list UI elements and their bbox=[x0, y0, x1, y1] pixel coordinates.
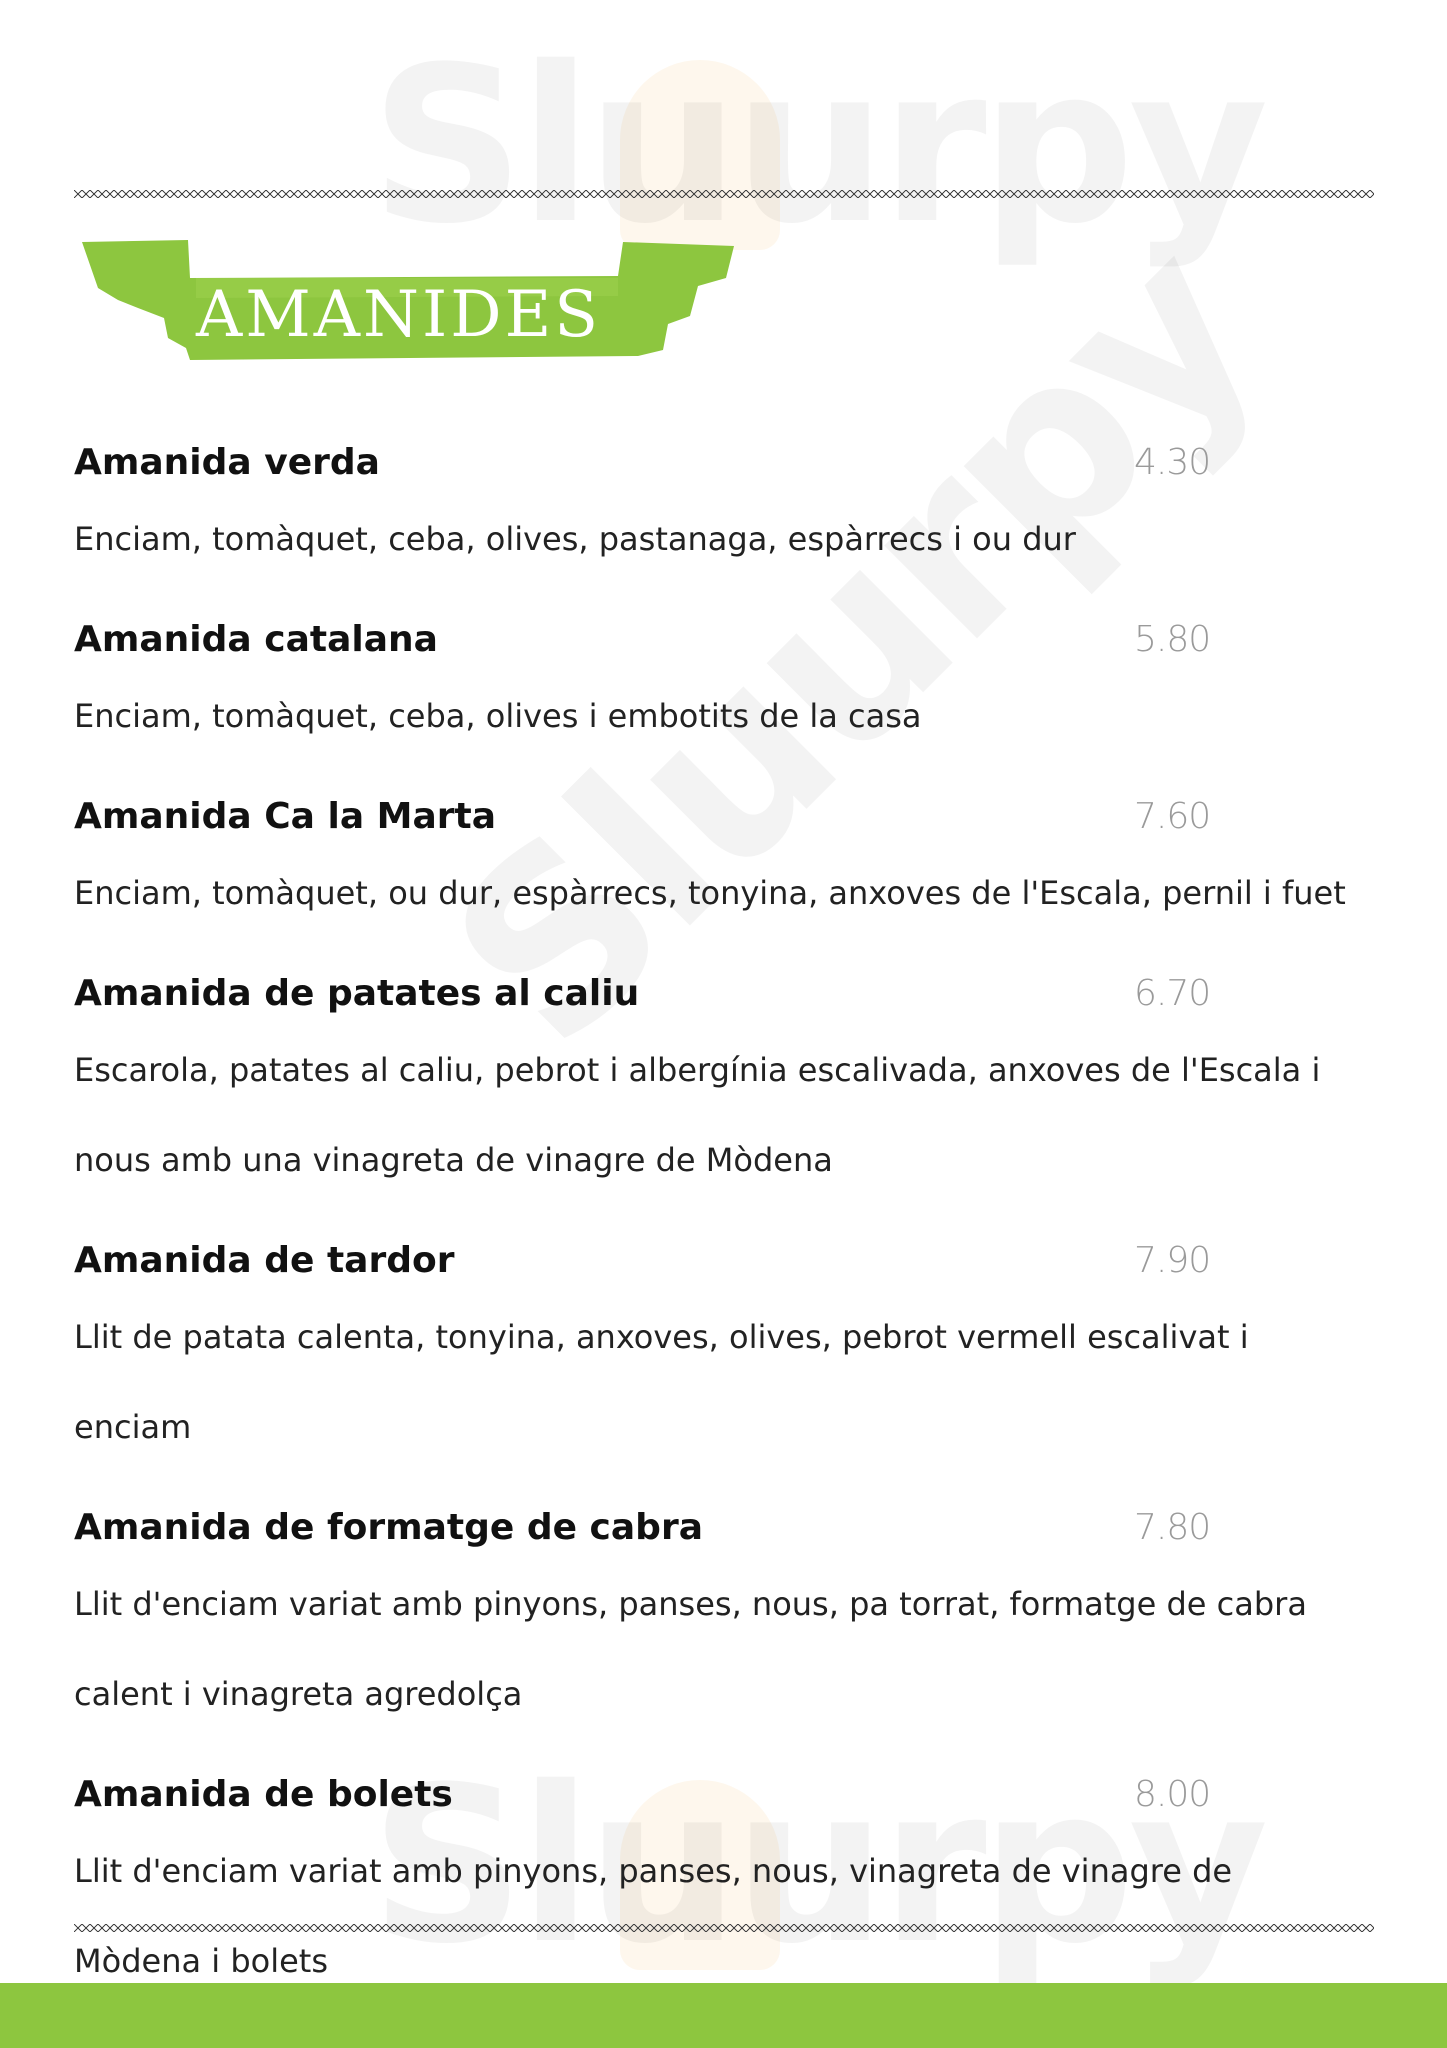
menu-item bbox=[74, 784, 1374, 938]
menu-item-price: 7.60 bbox=[1134, 795, 1211, 837]
menu-item-header bbox=[74, 607, 1374, 671]
menu-item bbox=[74, 607, 1374, 761]
menu-list bbox=[74, 430, 1374, 2006]
menu-item-name: Amanida de tardor bbox=[74, 1239, 455, 1281]
menu-item bbox=[74, 961, 1374, 1205]
decorative-border-top bbox=[74, 188, 1374, 200]
menu-item-price: 6.70 bbox=[1134, 972, 1211, 1014]
menu-item-name: Amanida catalana bbox=[74, 618, 438, 660]
watermark-accent bbox=[620, 60, 780, 250]
menu-item-price: 7.90 bbox=[1134, 1239, 1211, 1281]
menu-item-name: Amanida de patates al caliu bbox=[74, 972, 640, 1014]
menu-item-name: Amanida Ca la Marta bbox=[74, 795, 497, 837]
footer-bar bbox=[0, 1983, 1447, 2048]
menu-item-header bbox=[74, 961, 1374, 1025]
menu-item-price: 5.80 bbox=[1134, 618, 1211, 660]
menu-item-name: Amanida de formatge de cabra bbox=[74, 1506, 703, 1548]
menu-item-description: Enciam, tomàquet, ceba, olives, pastanaga, espàrrecs i ou dur bbox=[74, 520, 1076, 558]
menu-item-header bbox=[74, 1495, 1374, 1559]
section-title: AMANIDES bbox=[196, 278, 602, 352]
menu-item bbox=[74, 430, 1374, 584]
menu-item-name: Amanida de bolets bbox=[74, 1773, 453, 1815]
menu-item-price: 8.00 bbox=[1134, 1773, 1211, 1815]
menu-item-header bbox=[74, 1762, 1374, 1826]
menu-item-description: Enciam, tomàquet, ceba, olives i embotits de la casa bbox=[74, 697, 922, 735]
menu-item-header bbox=[74, 430, 1374, 494]
menu-item bbox=[74, 1228, 1374, 1472]
menu-item bbox=[74, 1495, 1374, 1739]
section-banner bbox=[78, 238, 738, 388]
watermark-logo bbox=[370, 20, 1263, 271]
menu-item-price: 7.80 bbox=[1134, 1506, 1211, 1548]
menu-item-description: Llit de patata calenta, tonyina, anxoves, olives, pebrot vermell escalivat i enciam bbox=[74, 1318, 1249, 1446]
menu-item-name: Amanida verda bbox=[74, 441, 380, 483]
menu-item bbox=[74, 1762, 1374, 2006]
menu-item-header bbox=[74, 784, 1374, 848]
menu-item-header bbox=[74, 1228, 1374, 1292]
menu-item-description: Llit d'enciam variat amb pinyons, panses, nous, pa torrat, formatge de cabra calent i vinagreta agredolça bbox=[74, 1585, 1307, 1713]
menu-item-description: Enciam, tomàquet, ou dur, espàrrecs, tonyina, anxoves de l'Escala, pernil i fuet bbox=[74, 874, 1346, 912]
decorative-border-bottom bbox=[74, 1922, 1374, 1934]
menu-item-price: 4.30 bbox=[1134, 441, 1211, 483]
menu-item-description: Escarola, patates al caliu, pebrot i albergínia escalivada, anxoves de l'Escala i nous amb una vinagreta de vinagre de Mòdena bbox=[74, 1051, 1321, 1179]
menu-item-description: Llit d'enciam variat amb pinyons, panses, nous, vinagreta de vinagre de Mòdena i bolets bbox=[74, 1852, 1233, 1980]
